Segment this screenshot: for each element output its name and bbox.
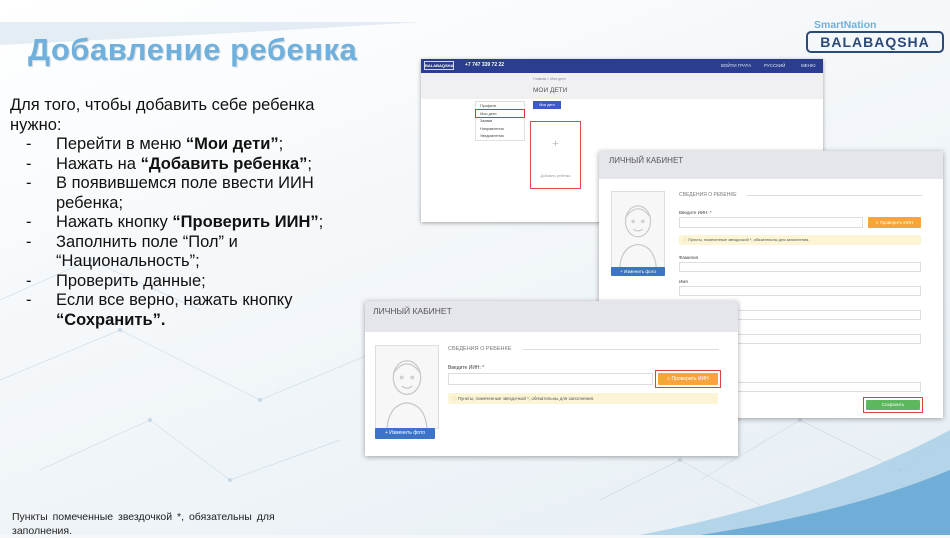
step-bold: “Добавить ребенка” [140,154,308,173]
iin-label: Введите ИИН: * [679,210,712,215]
step-end: ; [278,135,284,153]
search-icon: ⌕ [667,376,672,382]
site-brand[interactable]: BALABAQSHA [425,63,454,68]
section-title: СВЕДЕНИЯ О РЕБЕНКЕ [679,192,737,198]
check-iin-button[interactable] [868,217,921,228]
change-photo-button[interactable] [611,267,665,276]
section-title: СВЕДЕНИЯ О РЕБЕНКЕ [448,346,512,352]
check-iin-highlight [655,370,721,388]
menu-login[interactable]: ВОЙТИ ГРАТА [721,63,752,68]
step-item [10,155,370,175]
cabinet-header: ЛИЧНЫЙ КАБИНЕТ [599,151,943,179]
logo-nation: Nation [843,19,877,31]
step-text: Проверить данные; [56,271,206,290]
check-iin-label: Проверить ИИН [671,376,709,382]
avatar-icon [612,192,664,268]
search-icon: ⌕ [875,220,880,225]
section-divider [747,195,922,196]
page-header [421,73,823,99]
menu-main[interactable]: МЕНЮ [801,63,816,68]
logo-smart: Smart [814,19,844,31]
page-title: МОИ ДЕТИ [533,87,568,94]
sidebar [475,101,525,141]
phone-number: +7 747 339 72 22 [465,62,505,68]
surname-label: Фамилия [679,255,699,260]
step-end: ; [318,213,324,231]
step-item [10,291,370,330]
info-icon: ⓘ [683,237,689,242]
plus-icon: + [552,138,559,150]
step-end: ; [307,154,312,173]
required-note [448,393,718,404]
logo-name: BALABAQSHA [806,31,944,53]
avatar-icon [376,346,438,428]
step-item [10,135,370,155]
logo-smart-nation [814,19,876,31]
step-text: В появившемся поле ввести ИИН ребенка; [56,174,314,212]
sidebar-item-requests[interactable]: Заявки [480,119,493,123]
change-photo-label: Изменить фото [389,430,426,436]
check-iin-label: Проверить ИИН [879,220,914,225]
step-bold: “Проверить ИИН” [172,213,319,231]
menu-language[interactable]: РУССКИЙ [764,63,786,68]
save-highlight [863,397,923,413]
save-button[interactable]: Сохранить [866,400,920,410]
required-note-text: Пункты, помеченные звездочкой *, обязательны для заполнения. [688,237,810,242]
surname-input[interactable] [679,262,921,272]
step-text: Перейти в меню [56,135,186,153]
step-text: Если все верно, нажать кнопку [56,291,293,309]
plus-icon: + [384,430,390,436]
step-item [10,272,370,292]
add-child-card[interactable] [530,121,581,189]
required-note-text: Пункты, помеченные звездочкой *, обязательны для заполнения. [457,396,595,401]
step-item [10,213,370,233]
my-children-button[interactable]: Мои дети [533,101,561,109]
breadcrumb[interactable]: Главная > Мои дети [533,77,566,81]
add-child-caption: Добавить ребенка [540,174,571,178]
iin-input[interactable] [679,217,863,228]
screenshot-cabinet-check [365,301,738,456]
steps-list [10,135,370,330]
sidebar-item-notifications[interactable]: Уведомления [480,134,504,138]
iin-input[interactable] [448,373,653,385]
change-photo-label: Изменить фото [623,269,657,274]
change-photo-button[interactable] [375,428,435,439]
sidebar-item-profile[interactable]: Профиль [480,104,497,108]
child-photo-placeholder [611,191,665,269]
slide-title: Добавление ребенка [28,32,358,67]
balabaqsha-logo [806,20,944,53]
top-nav [421,59,823,73]
sidebar-item-directions[interactable]: Направления [480,126,504,131]
step-item [10,174,370,213]
step-item [10,233,370,272]
instructions-intro: Для того, чтобы добавить себе ребенка нужно: [10,96,315,134]
name-input[interactable] [679,286,921,296]
info-icon: ⓘ [452,396,458,401]
instructions [10,96,370,330]
iin-label: Введите ИИН: * [448,365,485,371]
section-divider [523,349,719,350]
step-text: Нажать кнопку [56,213,173,231]
plus-icon: + [619,269,624,274]
step-bold: “Сохранить”. [56,310,166,329]
step-text: Заполнить поле “Пол” и “Национальность”; [56,232,238,270]
footnote: Пункты помеченные звездочкой *, обязательны для заполнения. [12,511,275,537]
step-bold: “Мои дети” [185,135,279,153]
required-note [679,235,921,245]
step-text: Нажать на [56,154,141,173]
child-photo-placeholder [375,345,439,429]
name-label: Имя [679,279,688,284]
sidebar-item-my-children[interactable]: Мои дети [476,110,524,118]
cabinet-header: ЛИЧНЫЙ КАБИНЕТ [365,301,738,332]
